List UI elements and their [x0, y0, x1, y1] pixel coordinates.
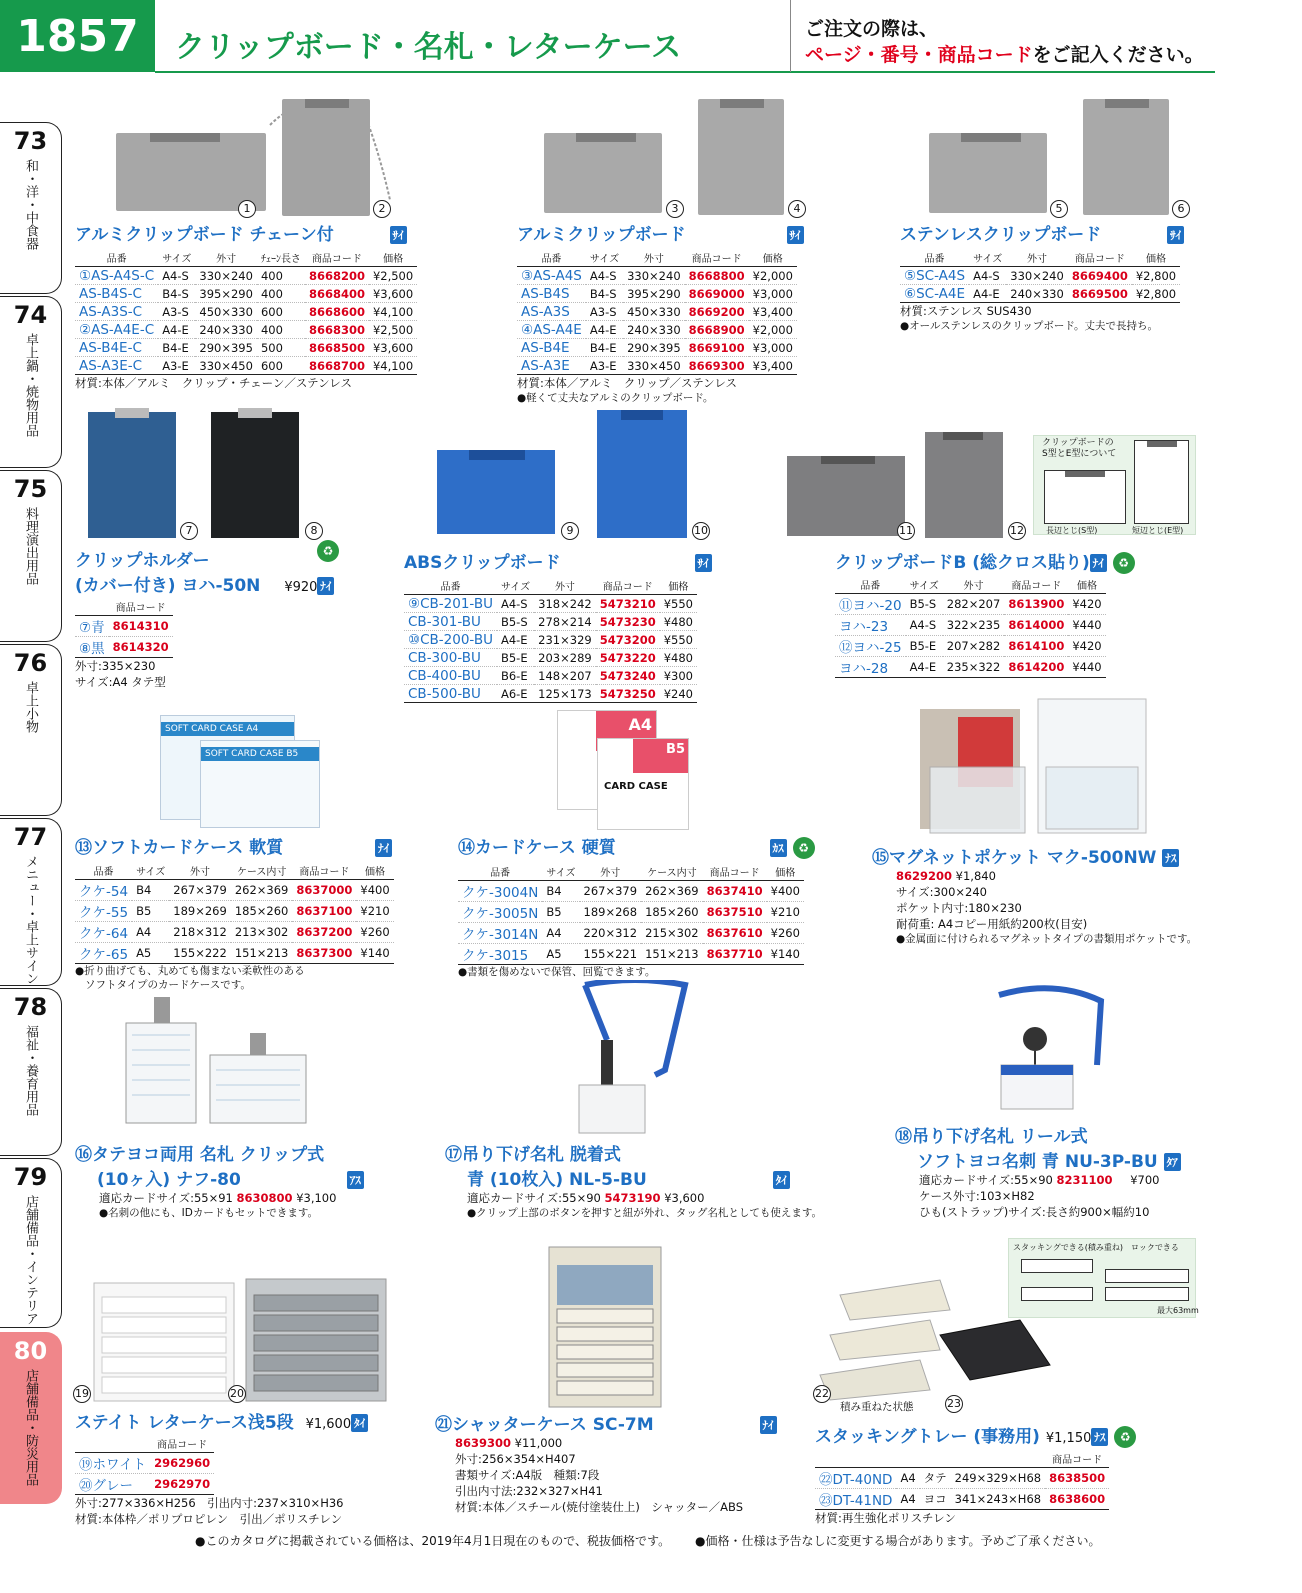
table-row: AS-B4S B4-S 395×290 8669000 ¥3,000 — [517, 285, 797, 303]
spec-table: 品番 サイズ 外寸 商品コード 価格 ⑤SC-A4S A4-S 330×240 8669400 ¥2,800 ⑥SC-A4E A4-E 240×330 8669500 ¥2,800 — [900, 249, 1180, 303]
card-case-label: SOFT CARD CASE A4 — [161, 722, 294, 736]
product-title: ⑭カードケース 硬質 ｶｽ ♻ — [458, 833, 815, 859]
diagram-label: ロックできる — [1131, 1243, 1179, 1252]
reel-name-badge-image — [995, 985, 1115, 1115]
card-case-text: CARD CASE — [604, 781, 668, 792]
tab-76[interactable] — [0, 644, 62, 816]
tab-74[interactable] — [0, 296, 62, 468]
item-number-6: 6 — [1172, 200, 1190, 218]
spec-line: 耐荷重: A4コピー用紙約200枚(目安) — [896, 917, 1088, 931]
tab-79[interactable] — [0, 1158, 62, 1328]
diagram-title: クリップボードの S型とE型について — [1042, 438, 1117, 459]
feature-note: ●軽くて丈夫なアルミのクリップボード。 — [517, 392, 714, 404]
table-row: CB-500-BU A6-E 125×173 5473250 ¥240 — [404, 685, 697, 703]
page-number: 1857 — [0, 0, 155, 72]
spec-line: 引出内寸法:232×327×H41 — [455, 1484, 603, 1498]
material-note: 材質:本体／アルミ クリップ／ステンレス — [517, 376, 738, 390]
notice-rest: をご記入ください。 — [1032, 44, 1204, 66]
price: ¥920 — [284, 580, 318, 595]
product-stacking-tray — [815, 1422, 1136, 1526]
product-shutter-case — [435, 1410, 777, 1515]
product-abs-clipboard — [404, 548, 712, 703]
table-row: AS-A3S-C A3-S 450×330 600 8668600 ¥4,100 — [75, 303, 417, 321]
tab-75[interactable] — [0, 470, 62, 642]
product-letter-case — [75, 1408, 368, 1527]
e-type-label: 短辺とじ(E型) — [1132, 526, 1184, 535]
price: ¥1,150 — [1045, 1431, 1092, 1446]
shipping-badge: ﾅｲ — [375, 839, 392, 857]
size-note: 外寸:335×230 — [75, 659, 156, 673]
footer-note-right: ●価格・仕様は予告なしに変更する場合があります。予めご了承ください。 — [695, 1534, 1101, 1548]
item-number-20: 20 — [228, 1385, 246, 1403]
price: ¥1,600 — [305, 1417, 352, 1432]
table-row: クケ-64 A4 218×312 213×302 8637200 ¥260 — [75, 922, 394, 943]
shipping-badge: ｶｽ — [770, 839, 787, 857]
recycle-mark-icon: ♻ — [317, 540, 339, 562]
table-row: ⑦青 8614310 — [75, 616, 173, 637]
tab-label: 和・洋・中食器 — [23, 159, 38, 250]
item-number-19: 19 — [73, 1385, 91, 1403]
table-row: ⑫ヨハ-25 B5-E 207×282 8614100 ¥420 — [835, 636, 1106, 657]
shipping-badge: ﾀｲ — [773, 1171, 790, 1189]
tab-label: 卓上鍋・焼物用品 — [23, 333, 38, 437]
feature-note: ●折り曲げても、丸めても傷まない柔軟性のある — [75, 965, 305, 977]
table-row: CB-300-BU B5-E 203×289 5473220 ¥480 — [404, 649, 697, 667]
material-note: 材質:再生強化ポリスチレン — [815, 1511, 956, 1525]
magnet-pocket-image — [918, 697, 1168, 837]
tab-number: 76 — [13, 649, 48, 677]
spec-table: 品番 サイズ 外寸 商品コード 価格 ③AS-A4S A4-S 330×240 8668800 ¥2,000 AS-B4S B4-S 395×290 8669000 ¥3,000 AS-A3S A3-S 450×330 8669200 ¥3,400 ④AS-A4E A4-E 240×330 8668900 ¥2,000 AS-B4E B4-E 290×395 8669100 ¥3,000 AS-A3E A3-E 330×450 8669300 ¥3,400 — [517, 249, 797, 375]
spec-table: 品番 サイズ 外寸 商品コード 価格 ⑪ヨハ-20 B5-S 282×207 8613900 ¥420 ヨハ-23 A4-S 322×235 8614000 ¥440 ⑫ヨハ-25 B5-E 207×282 8614100 ¥420 ヨハ-28 A4-E 235×322 8614200 ¥440 — [835, 576, 1106, 678]
price: ¥700 — [1130, 1173, 1160, 1187]
spec-table: 商品コード ㉒DT-40ND A4 タテ 249×329×H68 8638500 ㉓DT-41ND A4 ヨコ 341×243×H68 8638600 — [815, 1450, 1109, 1510]
feature-note: ●書類を傷めないで保管、回覧できます。 — [458, 966, 656, 978]
spec-table: 品番 サイズ 外寸 ケース内寸 商品コード 価格 クケ-3004N B4 267×379 262×369 8637410 ¥400 クケ-3005N B5 189×268 185×260 8637510 ¥210 クケ-3014N A4 220×312 215×302 8637610 ¥260 クケ-3015 A5 155×221 151×213 8637710 ¥140 — [458, 863, 804, 965]
table-row: ②AS-A4E-C A4-E 240×330 400 8668300 ¥2,500 — [75, 321, 417, 339]
product-title: ⑰吊り下げ名札 脱着式 — [445, 1145, 621, 1165]
table-row: ⑪ヨハ-20 B5-S 282×207 8613900 ¥420 — [835, 594, 1106, 615]
shipping-badge: ｻｲ — [695, 554, 712, 572]
recycle-mark-icon: ♻ — [1113, 552, 1135, 574]
tab-label: 福祉・養育用品 — [23, 1025, 38, 1116]
tab-label: 店舗備品・インテリア — [23, 1195, 38, 1325]
tab-number: 75 — [13, 475, 48, 503]
page-title: クリップボード・名札・レターケース — [175, 30, 682, 65]
e-type-drawing — [1134, 440, 1189, 524]
tab-78[interactable] — [0, 988, 62, 1156]
item-number-4: 4 — [788, 200, 806, 218]
table-row: AS-A3E-C A3-E 330×450 600 8668700 ¥4,100 — [75, 357, 417, 375]
size-note: サイズ:A4 タテ型 — [75, 675, 166, 689]
tab-80[interactable] — [0, 1332, 62, 1504]
price-line: 適応カードサイズ:55×91 8630800 ¥3,100 — [99, 1191, 337, 1205]
product-title: スタッキングトレー (事務用) ¥1,150 ﾅｽ ♻ — [815, 1422, 1136, 1448]
product-subtitle: (10ヶ入) ナフ-80 ｱｽ — [75, 1165, 364, 1190]
table-row: ⑨CB-201-BU A4-S 318×242 5473210 ¥550 — [404, 595, 697, 613]
table-row: クケ-65 A5 155×222 151×213 8637300 ¥140 — [75, 943, 394, 964]
feature-note: ソフトタイプのカードケースです。 — [85, 979, 251, 991]
product-title: ⑬ソフトカードケース 軟質 ﾅｲ — [75, 833, 394, 858]
product-subtitle: (カバー付き) ヨハ-50N ¥920 ﾅｲ — [75, 571, 334, 596]
product-code: 8639300 — [455, 1436, 512, 1450]
price: ¥3,600 — [664, 1191, 705, 1205]
shipping-badge: ﾀｱ — [1164, 1153, 1181, 1171]
table-row: AS-A3E A3-E 330×450 8669300 ¥3,400 — [517, 357, 797, 375]
tab-number: 79 — [13, 1163, 48, 1191]
shipping-badge: ﾅｲ — [760, 1416, 777, 1434]
diagram-label: スタッキングできる(積み重ね) — [1013, 1243, 1124, 1252]
soft-card-case-image — [160, 715, 325, 830]
card-case-size-label: A4 — [596, 711, 656, 751]
table-row: ⑧黒 8614320 — [75, 637, 173, 658]
product-aluminum-clipboard — [517, 220, 804, 405]
material-note: 材質:本体枠／ポリプロピレン 引出／ポリスチレン — [75, 1512, 343, 1526]
product-clipboard-b — [835, 548, 1135, 678]
tab-number: 74 — [13, 301, 48, 329]
table-row: ⑥SC-A4E A4-E 240×330 8669500 ¥2,800 — [900, 285, 1180, 303]
s-type-drawing — [1044, 470, 1126, 524]
material-note: 材質:本体／アルミ クリップ・チェーン／ステンレス — [75, 376, 352, 390]
table-row: ⑤SC-A4S A4-S 330×240 8669400 ¥2,800 — [900, 267, 1180, 285]
table-row: クケ-55 B5 189×269 185×260 8637100 ¥210 — [75, 901, 394, 922]
item-number-12: 12 — [1008, 522, 1026, 540]
item-number-3: 3 — [666, 200, 684, 218]
footer-note-left: ●このカタログに掲載されている価格は、2019年4月1日現在のもので、税抜価格です。 — [195, 1534, 671, 1548]
lanyard-name-badge-image — [575, 980, 695, 1140]
tab-label: 料理演出用品 — [23, 507, 38, 585]
table-row: クケ-3004N B4 267×379 262×369 8637410 ¥400 — [458, 881, 804, 902]
table-row: AS-A3S A3-S 450×330 8669200 ¥3,400 — [517, 303, 797, 321]
spec-table: 品番 サイズ 外寸 ﾁｪｰﾝ長さ 商品コード 価格 ①AS-A4S-C A4-S 330×240 400 8668200 ¥2,500 AS-B4S-C B4-S 395×290 400 8668400 ¥3,600 AS-A3S-C A3-S 450×330 600 8668600 ¥4,100 ②AS-A4E-C A4-E 240×330 400 8668300 ¥2,500 AS-B4E-C B4-E 290×395 500 8668500 ¥3,600 AS-A3E-C A3-E 330×450 600 8668700 ¥4,100 — [75, 249, 417, 375]
table-row: クケ-3014N A4 220×312 215×302 8637610 ¥260 — [458, 923, 804, 944]
table-row: AS-B4S-C B4-S 395×290 400 8668400 ¥3,600 — [75, 285, 417, 303]
tab-number: 78 — [13, 993, 48, 1021]
notice-line-1: ご注文の際は、 — [805, 18, 939, 40]
material-note: 材質:本体／スチール(焼付塗装仕上) シャッター／ABS — [455, 1500, 744, 1514]
tab-77[interactable] — [0, 818, 62, 986]
tab-73[interactable] — [0, 122, 62, 294]
product-title: クリップホルダー — [75, 551, 210, 571]
product-code: 8629200 — [896, 869, 953, 883]
shipping-badge: ﾅｽ — [1091, 1428, 1108, 1446]
price-line — [435, 1435, 777, 1451]
spec-line: ポケット内寸:180×230 — [896, 901, 1022, 915]
stacked-caption: 積み重ねた状態 — [840, 1401, 914, 1413]
shipping-badge: ｱｽ — [347, 1171, 364, 1189]
shipping-badge: ｻｲ — [1167, 226, 1184, 244]
hard-card-case-image — [557, 710, 692, 830]
product-title: ⑯タテヨコ両用 名札 クリップ式 — [75, 1145, 325, 1165]
table-row: ㉓DT-41ND A4 ヨコ 341×243×H68 8638600 — [815, 1489, 1109, 1510]
spec-table: 品番 サイズ 外寸 商品コード 価格 ⑨CB-201-BU A4-S 318×242 5473210 ¥550 CB-301-BU B5-S 278×214 5473230 ¥480 ⑩CB-200-BU A4-E 231×329 5473200 ¥550 CB-300-BU B5-E 203×289 5473220 ¥480 CB-400-BU B6-E 148×207 5473240 ¥300 CB-500-BU A6-E 125×173 5473250 ¥240 — [404, 577, 697, 703]
shutter-case-image — [547, 1245, 665, 1410]
aluminum-clipboard-chain-image — [110, 95, 420, 220]
shipping-badge: ｻｲ — [390, 226, 407, 244]
shipping-badge: ｻｲ — [787, 226, 804, 244]
product-magnet-pocket — [872, 843, 1197, 946]
recycle-mark-icon: ♻ — [1114, 1426, 1136, 1448]
card-case-size-label: B5 — [633, 739, 688, 773]
table-row: クケ-3005N B5 189×268 185×260 8637510 ¥210 — [458, 902, 804, 923]
product-code: 8630800 — [236, 1191, 293, 1205]
table-row: ヨハ-23 A4-S 322×235 8614000 ¥440 — [835, 615, 1106, 636]
product-code: 8231100 — [1056, 1173, 1113, 1187]
item-number-2: 2 — [373, 200, 391, 218]
item-number-11: 11 — [897, 522, 915, 540]
table-row: ①AS-A4S-C A4-S 330×240 400 8668200 ¥2,500 — [75, 267, 417, 285]
table-row: AS-B4E-C B4-E 290×395 500 8668500 ¥3,600 — [75, 339, 417, 357]
product-title: ⑮マグネットポケット マク-500NW ﾅｽ — [872, 843, 1197, 868]
price-line: 適応カードサイズ:55×90 8231100 ¥700 — [919, 1173, 1160, 1187]
table-row: CB-400-BU B6-E 148×207 5473240 ¥300 — [404, 667, 697, 685]
stainless-clipboard-image — [925, 95, 1175, 220]
feature-note: ●オールステンレスのクリップボード。丈夫で長持ち。 — [900, 320, 1158, 332]
feature-note: ●金属面に付けられるマグネットタイプの書類用ポケットです。 — [896, 933, 1198, 945]
table-row: ⑩CB-200-BU A4-E 231×329 5473200 ¥550 — [404, 631, 697, 649]
product-title: ⑱吊り下げ名札 リール式 — [895, 1127, 1088, 1147]
clip-holder-image — [85, 408, 315, 543]
tab-label: メニュー・卓上サイン — [23, 855, 38, 985]
tab-label: 店舗備品・防災用品 — [23, 1369, 38, 1486]
product-reel-name-badge — [895, 1122, 1181, 1220]
product-title: アルミクリップボード ｻｲ — [517, 220, 804, 245]
product-stainless-clipboard — [900, 220, 1184, 333]
clipboard-type-diagram — [1033, 435, 1196, 535]
item-number-9: 9 — [561, 522, 579, 540]
price: ¥1,840 — [955, 869, 996, 883]
product-title: ㉑シャッターケース SC-7M ﾅｲ — [435, 1410, 777, 1435]
diagram-label: 最大63mm — [1157, 1306, 1199, 1315]
spec-table: 商品コード ⑲ホワイト 2962960 ⑳グレー 2962970 — [75, 1435, 214, 1495]
feature-note: ●クリップ上部のボタンを押すと紐が外れ、タッグ名札としても使えます。 — [467, 1207, 823, 1219]
recycle-mark-icon: ♻ — [793, 837, 815, 859]
item-number-7: 7 — [180, 522, 198, 540]
card-case-label: SOFT CARD CASE B5 — [201, 747, 319, 761]
item-number-10: 10 — [692, 522, 710, 540]
tab-number: 77 — [13, 823, 48, 851]
tab-label: 卓上小物 — [23, 681, 38, 733]
item-number-1: 1 — [238, 200, 256, 218]
price: ¥3,100 — [296, 1191, 337, 1205]
product-code: 5473190 — [604, 1191, 661, 1205]
product-title: ABSクリップボード ｻｲ — [404, 548, 712, 573]
spec-line: ケース外寸:103×H82 — [919, 1189, 1035, 1203]
table-row: AS-B4E B4-E 290×395 8669100 ¥3,000 — [517, 339, 797, 357]
table-row: クケ-3015 A5 155×221 151×213 8637710 ¥140 — [458, 944, 804, 965]
aluminum-clipboard-image — [540, 95, 790, 220]
price-line — [872, 868, 1197, 884]
notice-emphasis: ページ・番号・商品コード — [805, 44, 1033, 66]
material-note: 材質:ステンレス SUS430 — [900, 304, 1032, 318]
table-row: ⑲ホワイト 2962960 — [75, 1453, 214, 1474]
s-type-label: 長辺とじ(S型) — [1046, 526, 1098, 535]
feature-note: ●名刺の他にも、IDカードもセットできます。 — [99, 1207, 319, 1219]
table-row: ⑳グレー 2962970 — [75, 1474, 214, 1495]
price-line: 適応カードサイズ:55×90 5473190 ¥3,600 — [467, 1191, 705, 1205]
table-row: ㉒DT-40ND A4 タテ 249×329×H68 8638500 — [815, 1468, 1109, 1489]
spec-table: 品番 サイズ 外寸 ケース内寸 商品コード 価格 クケ-54 B4 267×379 262×369 8637000 ¥400 クケ-55 B5 189×269 185×260 8637100 ¥210 クケ-64 A4 218×312 213×302 8637200 ¥260 クケ-65 A5 155×222 151×213 8637300 ¥140 — [75, 862, 394, 964]
product-title: ステンレスクリップボード ｻｲ — [900, 220, 1184, 245]
product-title: クリップボードB (総クロス貼り) ﾅｲ ♻ — [835, 548, 1135, 574]
product-title: ステイト レターケース浅5段 ¥1,600 ﾀｲ — [75, 1408, 368, 1433]
product-lanyard-name-badge — [445, 1140, 822, 1220]
spec-line: ひも(ストラップ)サイズ:長さ約900×幅約10 — [919, 1205, 1150, 1219]
spec-line: 書類サイズ:A4版 種類:7段 — [455, 1468, 600, 1482]
order-notice — [790, 0, 1215, 72]
item-number-23: 23 — [945, 1395, 963, 1413]
size-note: 外寸:277×336×H256 引出内寸:237×310×H36 — [75, 1496, 344, 1510]
product-hard-card-case — [458, 833, 815, 979]
table-row: CB-301-BU B5-S 278×214 5473230 ¥480 — [404, 613, 697, 631]
table-row: ③AS-A4S A4-S 330×240 8668800 ¥2,000 — [517, 267, 797, 285]
item-number-22: 22 — [813, 1385, 831, 1403]
product-clip-holder — [75, 546, 334, 690]
product-subtitle: 青 (10枚入) NL-5-BU ﾀｲ — [445, 1165, 822, 1190]
spec-table: 商品コード ⑦青 8614310 ⑧黒 8614320 — [75, 598, 173, 658]
product-soft-card-case — [75, 833, 394, 992]
shipping-badge: ﾅｽ — [1162, 849, 1179, 867]
product-aluminum-clipboard-chain — [75, 220, 417, 391]
table-row: ④AS-A4E A4-E 240×330 8668900 ¥2,000 — [517, 321, 797, 339]
table-row: クケ-54 B4 267×379 262×369 8637000 ¥400 — [75, 880, 394, 901]
price: ¥11,000 — [514, 1436, 563, 1450]
notice-line-2 — [805, 42, 1215, 68]
product-name-badge-clip — [75, 1140, 364, 1220]
shipping-badge: ﾅｲ — [1090, 554, 1107, 572]
product-title: アルミクリップボード チェーン付 ｻｲ — [75, 220, 417, 245]
table-row: ヨハ-28 A4-E 235×322 8614200 ¥440 — [835, 657, 1106, 678]
tab-number: 80 — [13, 1337, 48, 1365]
product-subtitle: ソフトヨコ名刺 青 NU-3P-BU ﾀｱ — [895, 1147, 1181, 1172]
stacking-diagram — [1008, 1238, 1199, 1318]
name-badge-clip-image — [120, 995, 310, 1135]
tab-number: 73 — [13, 127, 48, 155]
shipping-badge: ﾅｲ — [317, 577, 334, 595]
spec-line: サイズ:300×240 — [896, 885, 987, 899]
shipping-badge: ﾀｲ — [351, 1414, 368, 1432]
spec-line: 外寸:256×354×H407 — [455, 1452, 576, 1466]
item-number-5: 5 — [1050, 200, 1068, 218]
item-number-8: 8 — [305, 522, 323, 540]
